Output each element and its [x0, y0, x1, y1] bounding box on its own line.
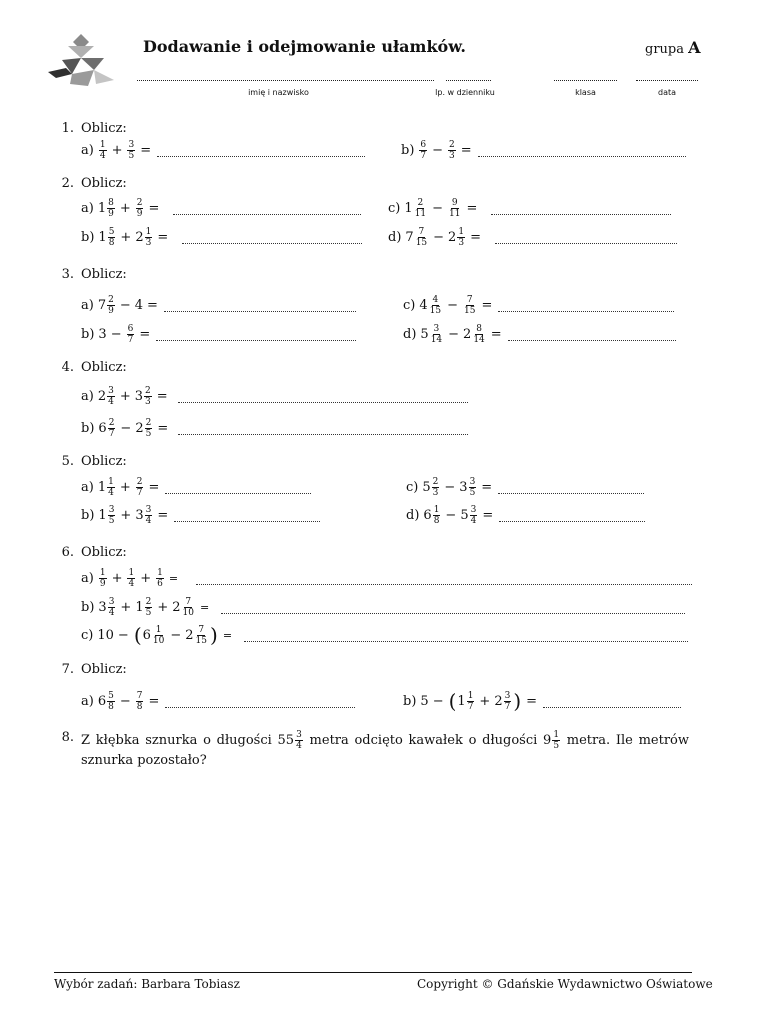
task-item: c) 1 2 11 − $\frac{9}{11}$ =	[388, 197, 671, 219]
answer-line[interactable]	[244, 629, 688, 642]
task-title: Oblicz:	[81, 176, 127, 191]
task-item: d) 6 1 8 − 5 $\frac{3}{4}$ =	[406, 504, 645, 526]
task-number: 8.	[61, 730, 74, 745]
expression: 6 2 7 − 2 $\frac{2}{5}$ =	[98, 417, 169, 439]
task-title: Oblicz:	[81, 360, 127, 375]
task-item: d) 5 3 14 − 2 $\frac{8}{14}$ =	[403, 323, 676, 345]
expression: 1 9 + $\frac{1}{4}$ + $\frac{1}{6}$ =	[99, 567, 179, 589]
task-number: 3.	[61, 267, 74, 282]
date-field-label: data	[657, 88, 677, 97]
task-item: b) 3 3 4 + 1 $\frac{2}{5}$ + 2 $\frac{7}{10}$ =	[81, 596, 685, 618]
expression: 3 3 4 + 1 $\frac{2}{5}$ + 2 $\frac{7}{10}$ =	[98, 596, 210, 618]
length-whole: 55 3 4	[277, 730, 302, 751]
answer-line[interactable]	[157, 144, 365, 157]
task-item: b) 3 − $\frac{6}{7}$ =	[81, 323, 356, 345]
task-number: 2.	[61, 176, 74, 191]
task-title: Oblicz:	[81, 454, 127, 469]
answer-line[interactable]	[498, 481, 644, 494]
task-item: b) 1 3 5 + 3 $\frac{3}{4}$ =	[81, 504, 320, 526]
answer-line[interactable]	[491, 202, 671, 215]
expression: 1 2 11 − $\frac{9}{11}$ =	[404, 197, 478, 219]
task-item: a) 1 4 + $\frac{3}{5}$ =	[81, 139, 365, 161]
answer-line[interactable]	[156, 328, 356, 341]
answer-line[interactable]	[178, 422, 468, 435]
expression: 7 2 9 − 4 =	[97, 294, 158, 316]
answer-line[interactable]	[495, 231, 677, 244]
tangram-logo-icon	[48, 34, 114, 86]
task-title: Oblicz:	[81, 545, 127, 560]
class-field-label: klasa	[575, 88, 596, 97]
task-item: c) 4 4 15 − $\frac{7}{15}$ =	[403, 294, 674, 316]
expression: 3 − $\frac{6}{7}$ =	[98, 323, 151, 345]
task-number: 6.	[61, 545, 74, 560]
expression: 2 3 4 + 3 $\frac{2}{3}$ =	[97, 385, 168, 407]
task-item: b) 6 2 7 − 2 $\frac{2}{5}$ =	[81, 417, 468, 439]
name-field-line[interactable]	[137, 80, 434, 81]
expression: 1 5 8 + 2 $\frac{1}{3}$ =	[98, 226, 169, 248]
task-number: 4.	[61, 360, 74, 375]
task-item: a) 1 9 + $\frac{1}{4}$ + $\frac{1}{6}$ =	[81, 567, 692, 589]
footer-author: Wybór zadań: Barbara Tobiasz	[54, 977, 240, 991]
expression: 6 1 8 − 5 $\frac{3}{4}$ =	[423, 504, 494, 526]
expression: 1 4 + $\frac{3}{5}$ =	[99, 139, 152, 161]
footer-divider	[54, 972, 692, 973]
number-field-label: lp. w dzienniku	[435, 88, 495, 97]
answer-line[interactable]	[165, 481, 311, 494]
expression: 5 − ( 1 1 7 + 2 $\frac{3}{7}$ ) =	[420, 689, 538, 713]
answer-line[interactable]	[165, 695, 355, 708]
group-value: A	[688, 38, 701, 57]
answer-line[interactable]	[178, 390, 468, 403]
page-title: Dodawanie i odejmowanie ułamków.	[143, 37, 466, 56]
expression: 5 3 14 − 2 $\frac{8}{14}$ =	[420, 323, 502, 345]
task-item: b) 5 − ( 1 1 7 + 2 $\frac{3}{7}$ ) =	[403, 690, 681, 712]
expression: 1 3 5 + 3 $\frac{3}{4}$ =	[98, 504, 169, 526]
task-item: d) 7 7 15 − 2 $\frac{1}{3}$ =	[388, 226, 677, 248]
answer-line[interactable]	[164, 299, 356, 312]
answer-line[interactable]	[478, 144, 686, 157]
answer-line[interactable]	[196, 572, 692, 585]
task-number: 1.	[61, 121, 74, 136]
expression: 6 7 − $\frac{2}{3}$ =	[420, 139, 472, 161]
answer-line[interactable]	[174, 509, 320, 522]
group-indicator	[645, 38, 701, 57]
task-title: Oblicz:	[81, 121, 127, 136]
task-title: Oblicz:	[81, 662, 127, 677]
task-title: Oblicz:	[81, 267, 127, 282]
footer-copyright: Copyright © Gdańskie Wydawnictwo Oświatowe	[417, 977, 713, 991]
number-field-line[interactable]	[446, 80, 491, 81]
class-field-line[interactable]	[554, 80, 617, 81]
task-number: 5.	[61, 454, 74, 469]
expression: 4 4 15 − $\frac{7}{15}$ =	[419, 294, 493, 316]
task-item: c) 5 2 3 − 3 $\frac{3}{5}$ =	[406, 476, 644, 498]
answer-line[interactable]	[221, 601, 685, 614]
answer-line[interactable]	[182, 231, 362, 244]
task-item: a) 6 5 8 − $\frac{7}{8}$ =	[81, 690, 355, 712]
task-item: b) 6 7 − $\frac{2}{3}$ =	[401, 139, 686, 161]
name-field-label: imię i nazwisko	[248, 88, 309, 97]
task-item: a) 7 2 9 − 4 =	[81, 294, 356, 316]
length-cut: 9 1 5	[543, 730, 560, 751]
task-number: 7.	[61, 662, 74, 677]
expression: 6 5 8 − $\frac{7}{8}$ =	[97, 690, 160, 712]
answer-line[interactable]	[543, 695, 681, 708]
expression: 10 − ( 6 1 10 − 2 $\frac{7}{15}$ ) =	[97, 623, 233, 647]
task-item: a) 2 3 4 + 3 $\frac{2}{3}$ =	[81, 385, 468, 407]
answer-line[interactable]	[499, 509, 645, 522]
expression: 1 1 4 + $\frac{2}{7}$ =	[97, 476, 160, 498]
expression: 1 8 9 + $\frac{2}{9}$ =	[97, 197, 160, 219]
task-item: b) 1 5 8 + 2 $\frac{1}{3}$ =	[81, 226, 362, 248]
answer-line[interactable]	[498, 299, 674, 312]
expression: 5 2 3 − 3 $\frac{3}{5}$ =	[422, 476, 493, 498]
task-item: c) 10 − ( 6 1 10 − 2 $\frac{7}{15}$ ) =	[81, 624, 688, 646]
answer-line[interactable]	[173, 202, 361, 215]
word-problem: Z kłębka sznurka o długości 55 3 4 metra odcięto kawałek o długości 9 1 5 metra. Ile metrów sznurka pozostało?	[81, 730, 689, 768]
task-item: a) 1 1 4 + $\frac{2}{7}$ =	[81, 476, 311, 498]
group-label: grupa	[645, 42, 684, 57]
date-field-line[interactable]	[636, 80, 698, 81]
answer-line[interactable]	[508, 328, 676, 341]
task-item: a) 1 8 9 + $\frac{2}{9}$ =	[81, 197, 361, 219]
expression: 7 7 15 − 2 $\frac{1}{3}$ =	[405, 226, 481, 248]
